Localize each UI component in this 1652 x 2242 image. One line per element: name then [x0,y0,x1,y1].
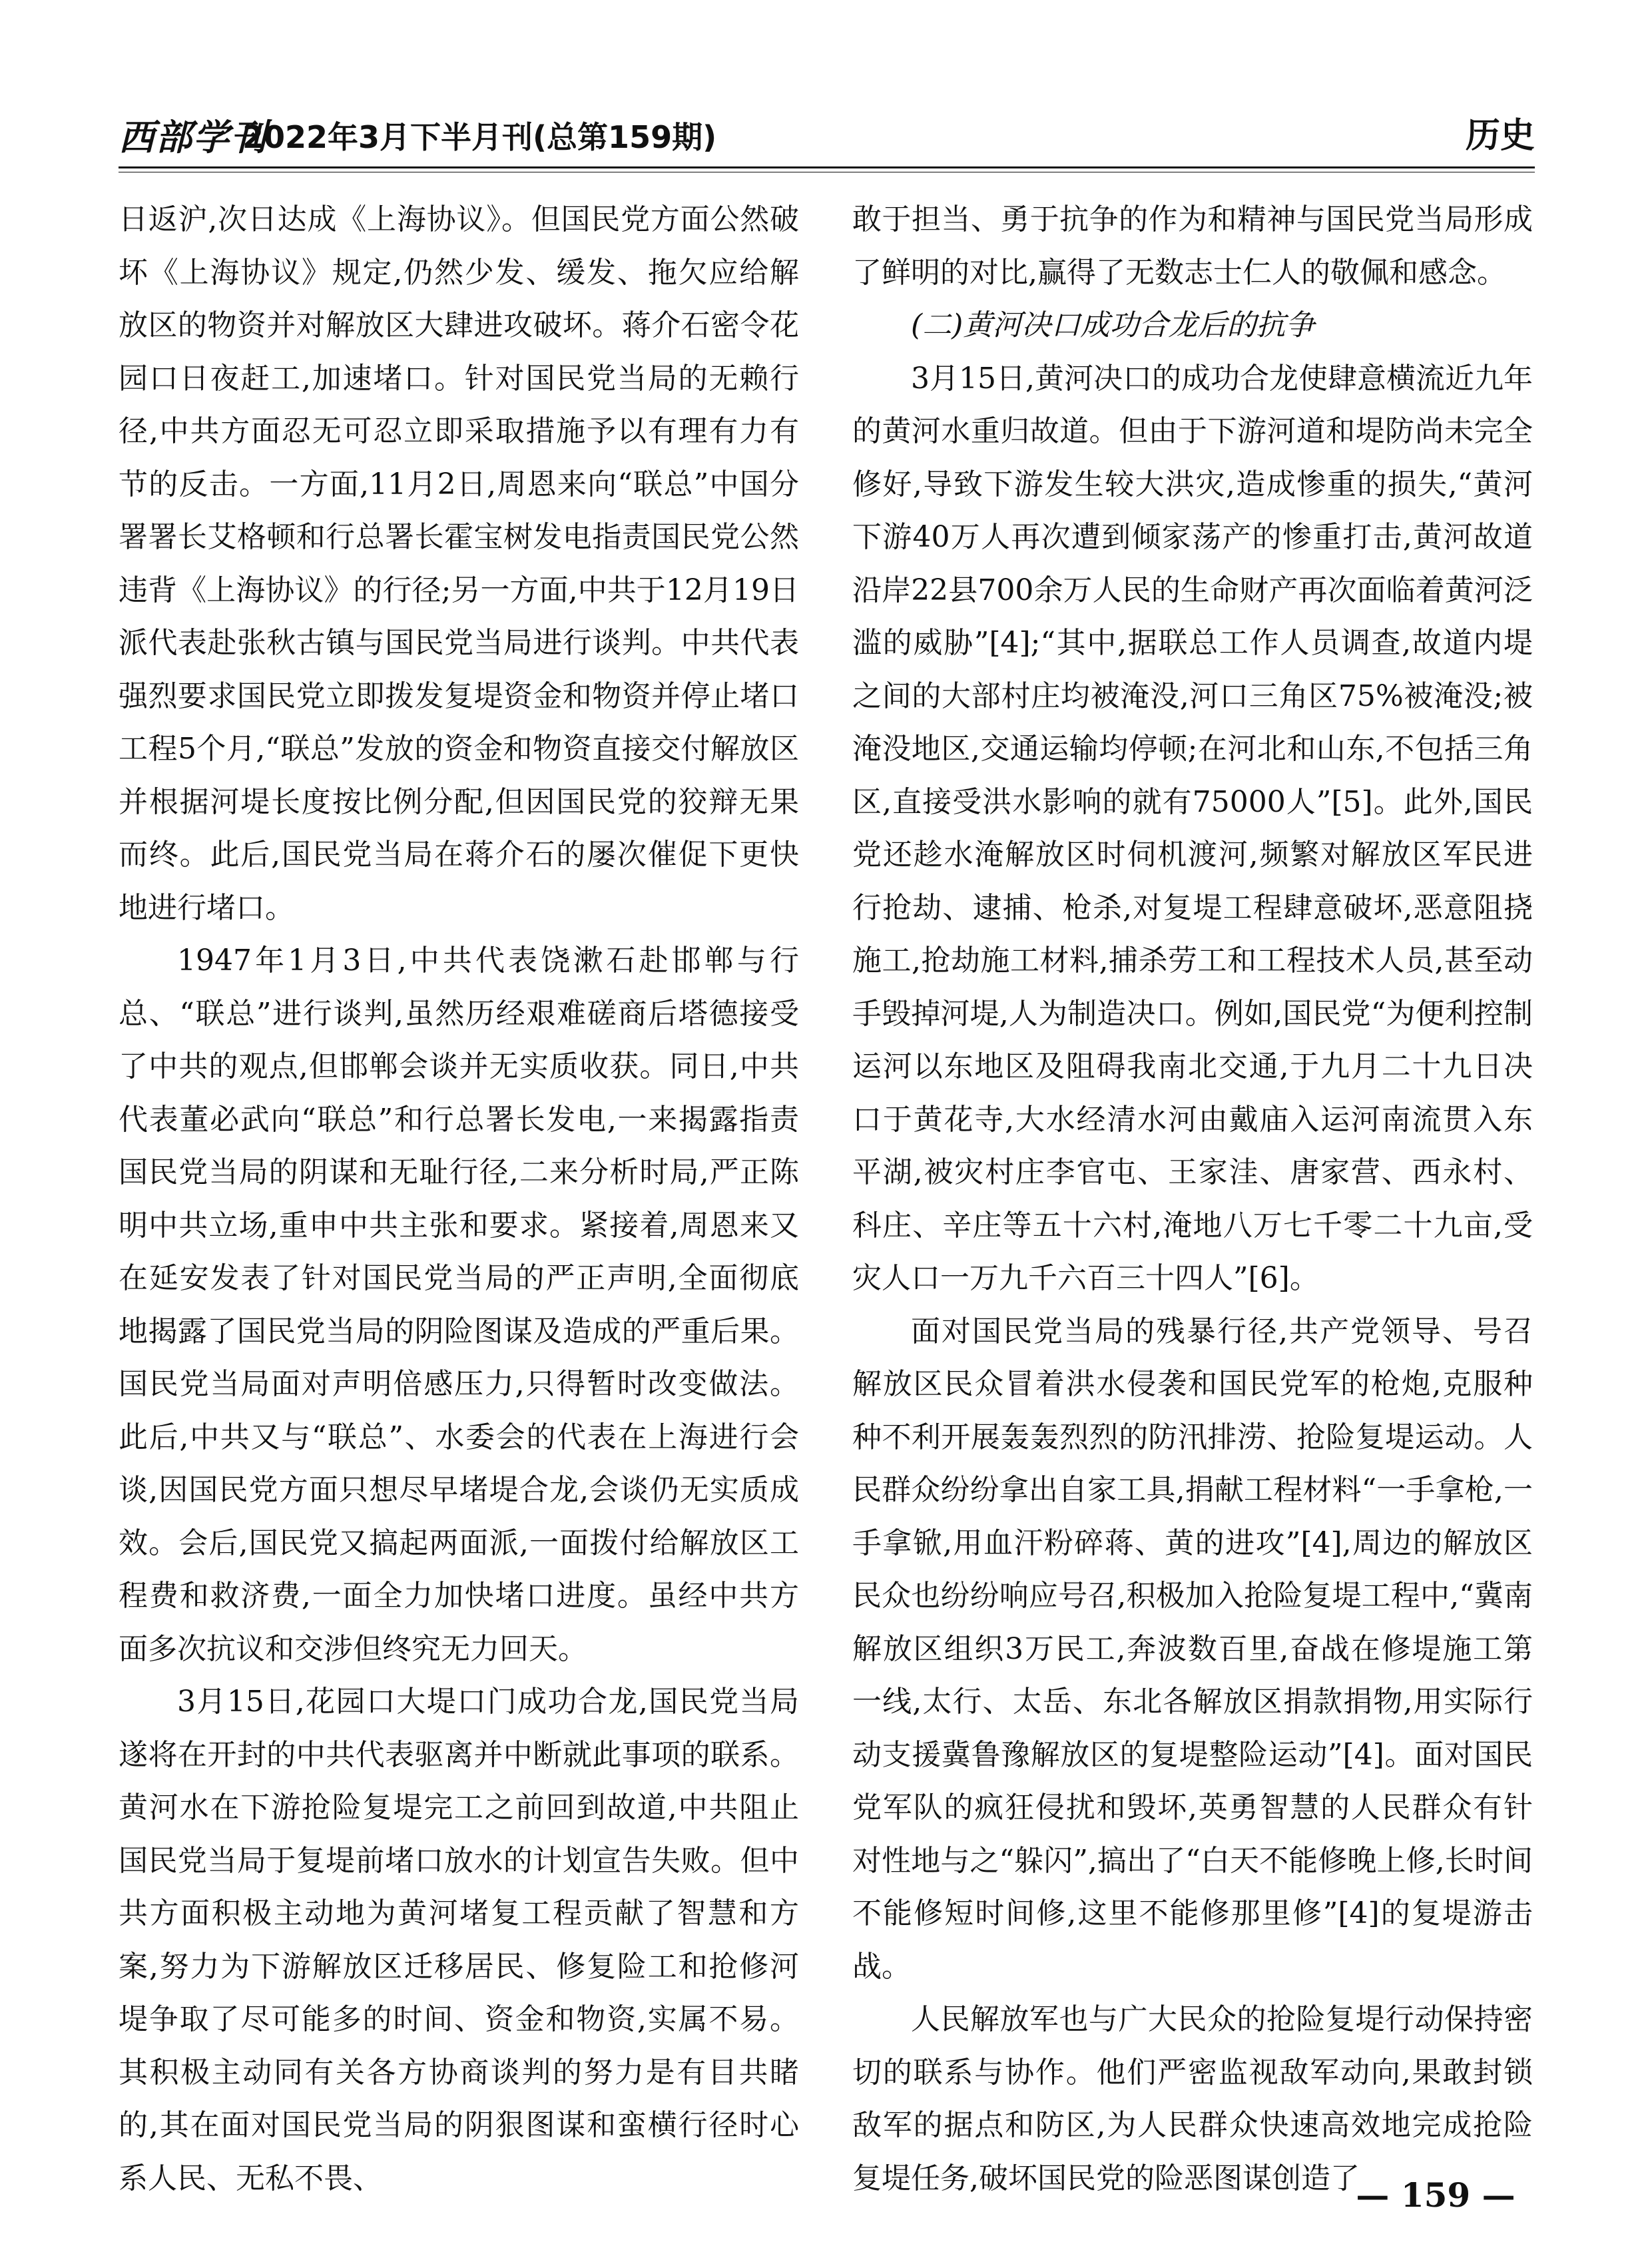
paragraph: 3月15日,黄河决口的成功合龙使肆意横流近九年的黄河水重归故道。但由于下游河道和堤防尚未完全修好,导致下游发生较大洪灾,造成惨重的损失,“黄河下游40万人再次遭到倾家荡产的惨重打击,黄河故道沿岸22县700余万人民的生命财产再次面临着黄河泛滥的威胁”[4];“其中,据联总工作人员调查,故道内堤之间的大部村庄均被淹没,河口三角区75%被淹没;被淹没地区,交通运输均停顿;在河北和山东,不包括三角区,直接受洪水影响的就有75000人”[5]。此外,国民党还趁水淹解放区时伺机渡河,频繁对解放区军民进行抢劫、逮捕、枪杀,对复堤工程肆意破坏,恶意阻挠施工,抢劫施工材料,捕杀劳工和工程技术人员,甚至动手毁掉河堤,人为制造决口。例如,国民党“为便利控制运河以东地区及阻碍我南北交通,于九月二十九日决口于黄花寺,大水经清水河由戴庙入运河南流贯入东平湖,被灾村庄李官屯、王家洼、唐家营、西永村、科庄、辛庄等五十六村,淹地八万七千零二十九亩,受灾人口一万九千六百三十四人”[6]。 [852,361,1533,1295]
page-number: — 159 — [1356,2175,1515,2215]
section-name: 历史 [1465,116,1535,156]
page-header [119,112,1535,165]
paragraph: 日返沪,次日达成《上海协议》。但国民党方面公然破坏《上海协议》规定,仍然少发、缓发、拖欠应给解放区的物资并对解放区大肆进攻破坏。蒋介石密令花园口日夜赶工,加速堵口。针对国民党当局的无赖行径,中共方面忍无可忍立即采取措施予以有理有力有节的反击。一方面,11月2日,周恩来向“联总”中国分署署长艾格顿和行总署长霍宝树发电指责国民党公然违背《上海协议》的行径;另一方面,中共于12月19日派代表赴张秋古镇与国民党当局进行谈判。中共代表强烈要求国民党立即拨发复堤资金和物资并停止堵口工程5个月,“联总”发放的资金和物资直接交付解放区并根据河堤长度按比例分配,但因国民党的狡辩无果而终。此后,国民党当局在蒋介石的屡次催促下更快地进行堵口。 [119,202,799,925]
paragraph: 人民解放军也与广大民众的抢险复堤行动保持密切的联系与协作。他们严密监视敌军动向,果敢封锁敌军的据点和防区,为人民群众快速高效地完成抢险复堤任务,破坏国民党的险恶图谋创造了 [852,2002,1533,2195]
section-subheading: (二)黄河决口成功合龙后的抗争 [911,308,1315,342]
paragraph: 面对国民党当局的残暴行径,共产党领导、号召解放区民众冒着洪水侵袭和国民党军的枪炮,克服种种不利开展轰轰烈烈的防汛排涝、抢险复堤运动。人民群众纷纷拿出自家工具,捐献工程材料“一手拿枪,一手拿锨,用血汗粉碎蒋、黄的进攻”[4],周边的解放区民众也纷纷响应号召,积极加入抢险复堤工程中,“冀南解放区组织3万民工,奔波数百里,奋战在修堤施工第一线,太行、太岳、东北各解放区捐款捐物,用实际行动支援冀鲁豫解放区的复堤整险运动”[4]。面对国民党军队的疯狂侵扰和毁坏,英勇智慧的人民群众有针对性地与之“躲闪”,搞出了“白天不能修晚上修,长时间不能修短时间修,这里不能修那里修”[4]的复堤游击战。 [852,1314,1533,1984]
header-rule [119,166,1535,168]
journal-logo: 西部学刊 [119,116,268,158]
paragraph: 3月15日,花园口大堤口门成功合龙,国民党当局遂将在开封的中共代表驱离并中断就此事项的联系。黄河水在下游抢险复堤完工之前回到故道,中共阻止国民党当局于复堤前堵口放水的计划宣告失败。但中共方面积极主动地为黄河堵复工程贡献了智慧和方案,努力为下游解放区迁移居民、修复险工和抢修河堤争取了尽可能多的时间、资金和物资,实属不易。其积极主动同有关各方协商谈判的努力是有目共睹的,其在面对国民党当局的阴狠图谋和蛮横行径时心系人民、无私不畏、 [119,1685,799,2195]
issue-info: 2022年3月下半月刊(总第159期) [242,119,717,155]
paragraph: 敢于担当、勇于抗争的作为和精神与国民党当局形成了鲜明的对比,赢得了无数志士仁人的敬佩和感念。 [852,202,1533,290]
paragraph: 1947年1月3日,中共代表饶漱石赴邯郸与行总、“联总”进行谈判,虽然历经艰难磋商后塔德接受了中共的观点,但邯郸会谈并无实质收获。同日,中共代表董必武向“联总”和行总署长发电,一来揭露指责国民党当局的阴谋和无耻行径,二来分析时局,严正陈明中共立场,重申中共主张和要求。紧接着,周恩来又在延安发表了针对国民党当局的严正声明,全面彻底地揭露了国民党当局的阴险图谋及造成的严重后果。国民党当局面对声明倍感压力,只得暂时改变做法。此后,中共又与“联总”、水委会的代表在上海进行会谈,因国民党方面只想尽早堵堤合龙,会谈仍无实质成效。会后,国民党又搞起两面派,一面拨付给解放区工程费和救济费,一面全力加快堵口进度。虽经中共方面多次抗议和交涉但终究无力回天。 [119,944,799,1666]
left-column [119,193,799,2195]
